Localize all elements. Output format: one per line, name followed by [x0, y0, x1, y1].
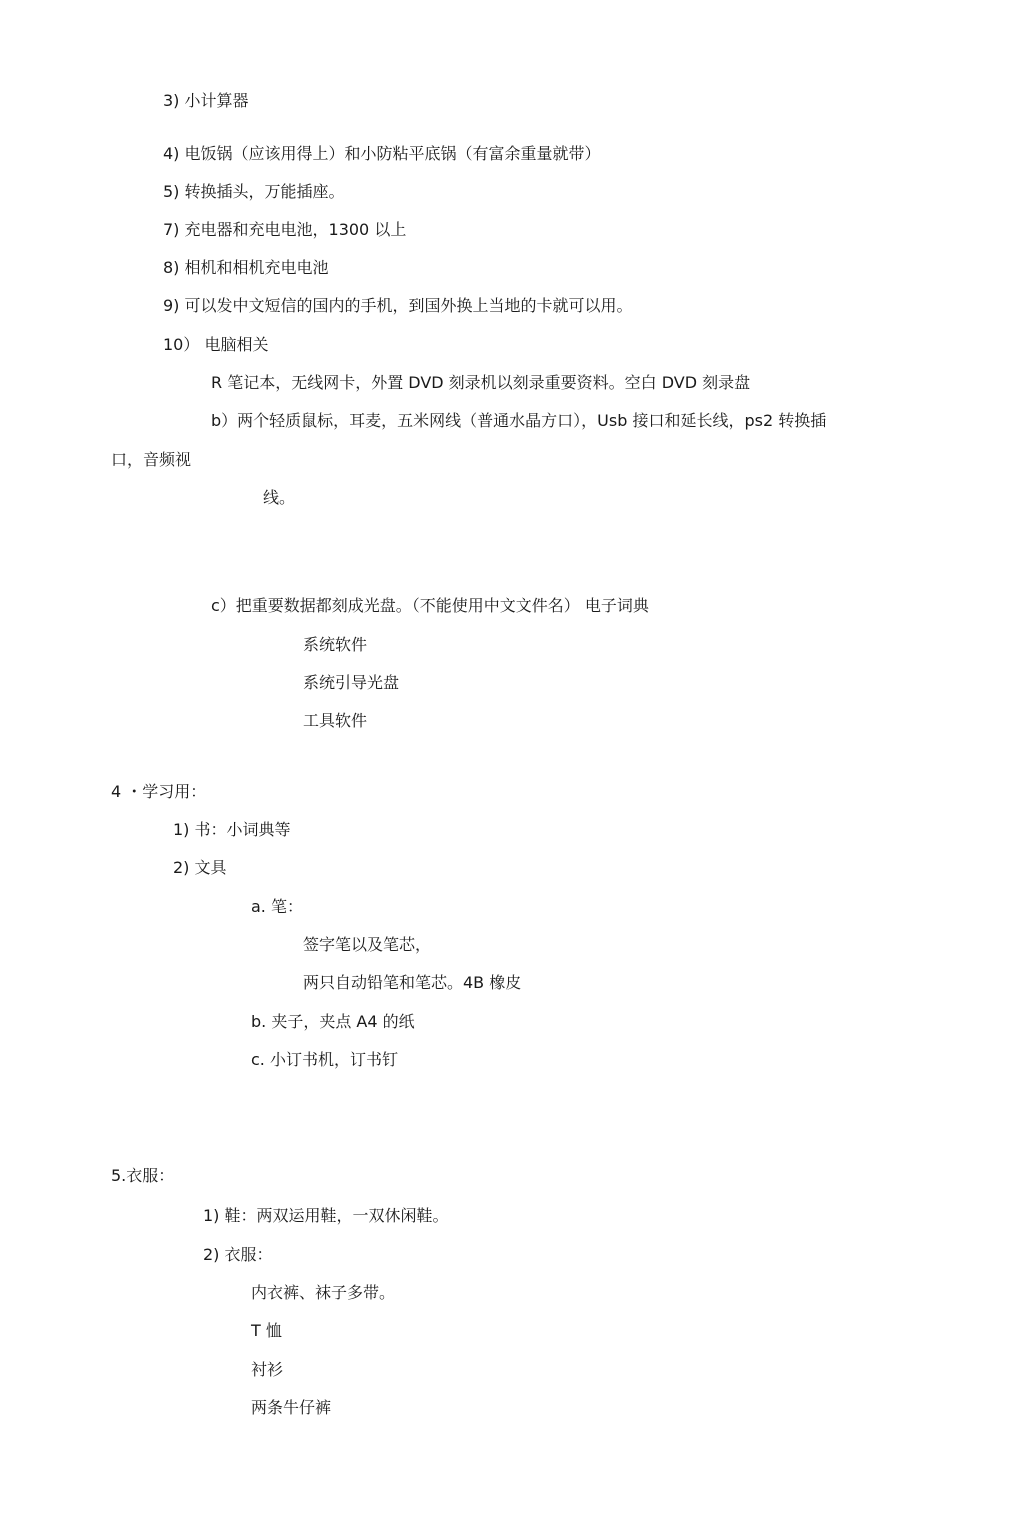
list-item-adapter: 5) 转换插头，万能插座。 — [163, 182, 345, 201]
sub-item-data-backup: c）把重要数据都刻成光盘。（不能使用中文文件名） 电子词典 — [211, 596, 649, 615]
list-item-shoes: 1) 鞋：两双运用鞋，一双休闲鞋。 — [203, 1206, 449, 1225]
list-item-computer: 10） 电脑相关 — [163, 335, 269, 354]
pen-item-signing: 签字笔以及笔芯， — [303, 935, 432, 954]
list-item-charger: 7) 充电器和充电电池，1300 以上 — [163, 220, 407, 239]
sub-item-peripherals: b）两个轻质鼠标，耳麦，五米网线（普通水晶方口），Usb 接口和延长线，ps2 转换插 — [211, 411, 827, 430]
section-heading-study: 4 ・学习用： — [111, 782, 207, 801]
list-item-calculator: 3) 小计算器 — [163, 91, 249, 110]
sub-item-clips: b. 夹子，夹点 A4 的纸 — [251, 1012, 415, 1031]
list-item-camera: 8) 相机和相机充电电池 — [163, 258, 329, 277]
sub-item-pens: a. 笔： — [251, 897, 303, 916]
sub-item-stapler: c. 小订书机，订书钉 — [251, 1050, 398, 1069]
clothing-item-tshirt: T 恤 — [251, 1321, 282, 1340]
list-item-rice-cooker: 4) 电饭锅（应该用得上）和小防粘平底锅（有富余重量就带） — [163, 144, 601, 163]
clothing-item-jeans: 两条牛仔裤 — [251, 1398, 332, 1417]
clothing-item-shirt: 衬衫 — [251, 1360, 284, 1379]
pen-item-pencils: 两只自动铅笔和笔芯。4B 橡皮 — [303, 973, 522, 992]
sub-item-peripherals-cont: 口，音频视 — [111, 450, 192, 469]
software-item-system: 系统软件 — [303, 635, 368, 654]
list-item-stationery: 2) 文具 — [173, 858, 227, 877]
list-item-books: 1) 书：小词典等 — [173, 820, 291, 839]
list-item-phone: 9) 可以发中文短信的国内的手机，到国外换上当地的卡就可以用。 — [163, 296, 633, 315]
clothing-item-underwear: 内衣裤、袜子多带。 — [251, 1283, 396, 1302]
software-item-boot-disc: 系统引导光盘 — [303, 673, 400, 692]
software-item-tools: 工具软件 — [303, 711, 368, 730]
sub-item-peripherals-end: 线。 — [263, 488, 296, 507]
list-item-clothing: 2) 衣服： — [203, 1245, 273, 1264]
section-heading-clothes: 5.衣服： — [111, 1166, 175, 1185]
sub-item-laptop: R 笔记本，无线网卡，外置 DVD 刻录机以刻录重要资料。空白 DVD 刻录盘 — [211, 373, 751, 392]
